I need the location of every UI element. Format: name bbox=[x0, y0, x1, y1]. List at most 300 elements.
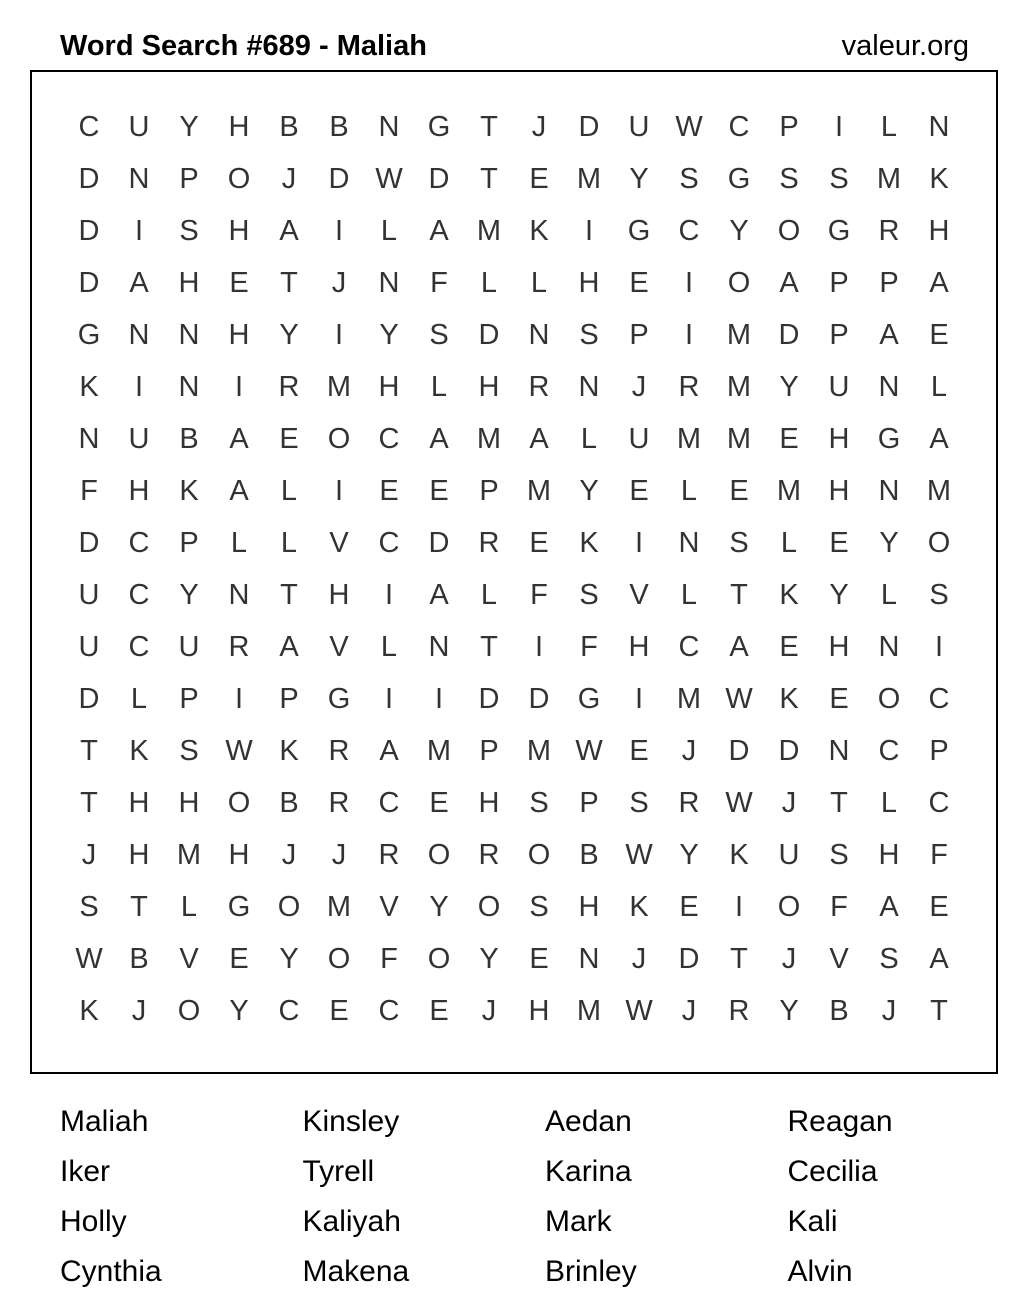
grid-letter: V bbox=[329, 630, 349, 663]
grid-letter: B bbox=[579, 838, 599, 871]
grid-letter: D bbox=[678, 942, 700, 975]
grid-letter: U bbox=[128, 422, 150, 455]
grid-letter: K bbox=[579, 526, 599, 559]
grid-letter: P bbox=[879, 266, 899, 299]
word-list-item: Alvin bbox=[787, 1255, 853, 1288]
grid-letter: M bbox=[526, 734, 552, 767]
grid-letter: A bbox=[429, 422, 449, 455]
grid-letter: W bbox=[725, 786, 753, 819]
grid-letter: A bbox=[929, 422, 949, 455]
grid-letter: W bbox=[375, 162, 403, 195]
grid-letter: R bbox=[678, 370, 700, 403]
grid-letter: I bbox=[534, 630, 544, 663]
grid-letter: F bbox=[80, 474, 98, 507]
grid-letter: L bbox=[480, 266, 498, 299]
grid-letter: C bbox=[278, 994, 300, 1027]
grid-letter: C bbox=[678, 630, 700, 663]
grid-letter: J bbox=[281, 838, 297, 871]
grid-letter: B bbox=[129, 942, 149, 975]
grid-letter: D bbox=[78, 214, 100, 247]
grid-letter: G bbox=[827, 214, 851, 247]
grid-letter: S bbox=[529, 890, 549, 923]
word-list-item: Cynthia bbox=[60, 1255, 162, 1288]
grid-letter: K bbox=[729, 838, 749, 871]
grid-letter: D bbox=[728, 734, 750, 767]
grid-letter: M bbox=[426, 734, 452, 767]
grid-letter: T bbox=[80, 734, 98, 767]
grid-letter: P bbox=[629, 318, 649, 351]
grid-letter: N bbox=[578, 370, 600, 403]
grid-letter: E bbox=[429, 786, 449, 819]
grid-letter: B bbox=[279, 786, 299, 819]
grid-letter: M bbox=[776, 474, 802, 507]
grid-letter: O bbox=[527, 838, 551, 871]
grid-letter: J bbox=[881, 994, 897, 1027]
grid-letter: T bbox=[480, 630, 498, 663]
word-list-item: Cecilia bbox=[787, 1155, 878, 1188]
grid-letter: P bbox=[929, 734, 949, 767]
grid-letter: U bbox=[178, 630, 200, 663]
grid-letter: N bbox=[678, 526, 700, 559]
grid-letter: I bbox=[234, 370, 244, 403]
grid-letter: N bbox=[228, 578, 250, 611]
grid-letter: C bbox=[78, 110, 100, 143]
grid-letter: N bbox=[828, 734, 850, 767]
grid-letter: M bbox=[726, 318, 752, 351]
grid-letter: M bbox=[926, 474, 952, 507]
grid-letter: E bbox=[279, 422, 299, 455]
word-list-item: Iker bbox=[60, 1155, 111, 1188]
grid-letter: R bbox=[228, 630, 250, 663]
grid-letter: U bbox=[778, 838, 800, 871]
grid-letter: I bbox=[684, 318, 694, 351]
grid-letter: E bbox=[529, 942, 549, 975]
grid-letter: T bbox=[730, 942, 748, 975]
grid-letter: O bbox=[277, 890, 301, 923]
grid-letter: G bbox=[77, 318, 101, 351]
grid-letter: D bbox=[778, 734, 800, 767]
grid-letter: S bbox=[729, 526, 749, 559]
grid-letter: M bbox=[326, 370, 352, 403]
grid-letter: M bbox=[526, 474, 552, 507]
grid-letter: L bbox=[180, 890, 198, 923]
grid-letter: D bbox=[428, 162, 450, 195]
grid-letter: M bbox=[876, 162, 902, 195]
grid-letter: N bbox=[378, 110, 400, 143]
grid-letter: W bbox=[75, 942, 103, 975]
grid-letter: B bbox=[279, 110, 299, 143]
grid-letter: I bbox=[934, 630, 944, 663]
grid-letter: L bbox=[880, 578, 898, 611]
grid-letter: H bbox=[228, 318, 250, 351]
grid-letter: J bbox=[331, 838, 347, 871]
grid-letter: A bbox=[779, 266, 799, 299]
grid-letter: F bbox=[430, 266, 448, 299]
grid-letter: O bbox=[177, 994, 201, 1027]
grid-letter: I bbox=[134, 370, 144, 403]
grid-letter: N bbox=[928, 110, 950, 143]
grid-letter: A bbox=[929, 266, 949, 299]
grid-letter: H bbox=[128, 838, 150, 871]
grid-letter: P bbox=[479, 474, 499, 507]
grid-letter: C bbox=[128, 526, 150, 559]
grid-letter: Y bbox=[829, 578, 849, 611]
grid-letter: H bbox=[128, 474, 150, 507]
grid-letter: R bbox=[728, 994, 750, 1027]
grid-letter: P bbox=[779, 110, 799, 143]
grid-letter: H bbox=[928, 214, 950, 247]
grid-letter: L bbox=[380, 214, 398, 247]
grid-letter: I bbox=[334, 474, 344, 507]
grid-letter: H bbox=[828, 474, 850, 507]
grid-letter: P bbox=[579, 786, 599, 819]
grid-letter: A bbox=[929, 942, 949, 975]
grid-letter: A bbox=[879, 318, 899, 351]
grid-letter: O bbox=[327, 422, 351, 455]
grid-letter: C bbox=[378, 422, 400, 455]
grid-letter: L bbox=[930, 370, 948, 403]
grid-letter: G bbox=[627, 214, 651, 247]
grid-letter: O bbox=[227, 786, 251, 819]
grid-letter: N bbox=[428, 630, 450, 663]
grid-letter: I bbox=[634, 682, 644, 715]
grid-letter: D bbox=[78, 162, 100, 195]
grid-letter: S bbox=[929, 578, 949, 611]
grid-letter: H bbox=[828, 630, 850, 663]
grid-letter: A bbox=[129, 266, 149, 299]
grid-letter: Y bbox=[379, 318, 399, 351]
grid-letter: L bbox=[480, 578, 498, 611]
grid-letter: M bbox=[676, 422, 702, 455]
grid-letter: K bbox=[79, 994, 99, 1027]
grid-letter: M bbox=[726, 422, 752, 455]
grid-letter: R bbox=[528, 370, 550, 403]
grid-letter: H bbox=[228, 838, 250, 871]
grid-letter: O bbox=[777, 890, 801, 923]
grid-letter: L bbox=[280, 474, 298, 507]
grid-letter: A bbox=[729, 630, 749, 663]
grid-letter: D bbox=[428, 526, 450, 559]
grid-letter: I bbox=[234, 682, 244, 715]
grid-letter: E bbox=[229, 266, 249, 299]
grid-letter: E bbox=[529, 162, 549, 195]
grid-letter: N bbox=[878, 370, 900, 403]
grid-letter: R bbox=[678, 786, 700, 819]
grid-letter: Y bbox=[779, 370, 799, 403]
grid-letter: B bbox=[179, 422, 199, 455]
grid-letter: C bbox=[378, 786, 400, 819]
grid-letter: N bbox=[178, 370, 200, 403]
grid-letter: A bbox=[879, 890, 899, 923]
word-list-item: Reagan bbox=[787, 1105, 893, 1138]
grid-letter: Y bbox=[179, 578, 199, 611]
grid-letter: L bbox=[880, 110, 898, 143]
grid-letter: U bbox=[628, 422, 650, 455]
grid-letter: T bbox=[280, 578, 298, 611]
grid-letter: T bbox=[280, 266, 298, 299]
grid-letter: Y bbox=[479, 942, 499, 975]
grid-letter: O bbox=[877, 682, 901, 715]
word-list-item: Makena bbox=[302, 1255, 410, 1288]
grid-letter: D bbox=[578, 110, 600, 143]
grid-letter: G bbox=[877, 422, 901, 455]
grid-letter: M bbox=[326, 890, 352, 923]
word-list-item: Aedan bbox=[545, 1105, 632, 1138]
grid-letter: L bbox=[230, 526, 248, 559]
grid-letter: R bbox=[378, 838, 400, 871]
grid-letter: U bbox=[828, 370, 850, 403]
letter-grid bbox=[64, 101, 964, 1037]
grid-letter: K bbox=[279, 734, 299, 767]
grid-letter: B bbox=[829, 994, 849, 1027]
word-list-item: Kinsley bbox=[302, 1105, 400, 1138]
grid-letter: C bbox=[728, 110, 750, 143]
grid-letter: O bbox=[327, 942, 351, 975]
grid-letter: L bbox=[530, 266, 548, 299]
grid-letter: N bbox=[578, 942, 600, 975]
grid-letter: R bbox=[478, 838, 500, 871]
grid-letter: E bbox=[679, 890, 699, 923]
grid-letter: N bbox=[178, 318, 200, 351]
grid-letter: J bbox=[531, 110, 547, 143]
grid-letter: I bbox=[584, 214, 594, 247]
grid-letter: M bbox=[726, 370, 752, 403]
grid-letter: L bbox=[580, 422, 598, 455]
grid-letter: C bbox=[128, 578, 150, 611]
grid-letter: O bbox=[777, 214, 801, 247]
grid-letter: L bbox=[680, 474, 698, 507]
grid-letter: D bbox=[328, 162, 350, 195]
grid-letter: J bbox=[781, 942, 797, 975]
grid-letter: O bbox=[227, 162, 251, 195]
grid-letter: V bbox=[829, 942, 849, 975]
grid-letter: E bbox=[929, 890, 949, 923]
grid-letter: H bbox=[128, 786, 150, 819]
grid-letter: W bbox=[575, 734, 603, 767]
puzzle-frame bbox=[30, 70, 998, 1074]
grid-letter: U bbox=[78, 630, 100, 663]
grid-letter: E bbox=[379, 474, 399, 507]
grid-letter: H bbox=[178, 266, 200, 299]
grid-letter: I bbox=[134, 214, 144, 247]
grid-letter: M bbox=[576, 994, 602, 1027]
grid-letter: E bbox=[929, 318, 949, 351]
grid-letter: J bbox=[681, 994, 697, 1027]
grid-letter: B bbox=[329, 110, 349, 143]
grid-letter: G bbox=[577, 682, 601, 715]
grid-letter: G bbox=[227, 890, 251, 923]
grid-letter: N bbox=[878, 474, 900, 507]
grid-letter: L bbox=[680, 578, 698, 611]
grid-letter: N bbox=[528, 318, 550, 351]
grid-letter: Y bbox=[279, 318, 299, 351]
grid-letter: M bbox=[476, 214, 502, 247]
grid-letter: O bbox=[427, 942, 451, 975]
grid-letter: C bbox=[928, 682, 950, 715]
grid-letter: R bbox=[328, 786, 350, 819]
grid-letter: C bbox=[378, 526, 400, 559]
grid-letter: V bbox=[629, 578, 649, 611]
grid-letter: E bbox=[329, 994, 349, 1027]
grid-letter: S bbox=[179, 734, 199, 767]
grid-letter: M bbox=[576, 162, 602, 195]
grid-letter: H bbox=[578, 890, 600, 923]
grid-letter: H bbox=[878, 838, 900, 871]
word-list-item: Maliah bbox=[60, 1105, 149, 1138]
grid-letter: H bbox=[228, 110, 250, 143]
word-list-item: Holly bbox=[60, 1205, 127, 1238]
grid-letter: J bbox=[681, 734, 697, 767]
word-list-item: Kaliyah bbox=[302, 1205, 401, 1238]
grid-letter: M bbox=[476, 422, 502, 455]
grid-letter: N bbox=[378, 266, 400, 299]
grid-letter: H bbox=[378, 370, 400, 403]
grid-letter: E bbox=[779, 422, 799, 455]
grid-letter: N bbox=[128, 318, 150, 351]
grid-letter: V bbox=[379, 890, 399, 923]
grid-letter: P bbox=[829, 266, 849, 299]
grid-letter: J bbox=[631, 942, 647, 975]
grid-letter: O bbox=[477, 890, 501, 923]
grid-letter: A bbox=[229, 474, 249, 507]
grid-letter: E bbox=[629, 734, 649, 767]
grid-letter: S bbox=[179, 214, 199, 247]
grid-letter: J bbox=[281, 162, 297, 195]
grid-letter: L bbox=[380, 630, 398, 663]
grid-letter: H bbox=[478, 786, 500, 819]
grid-letter: G bbox=[427, 110, 451, 143]
grid-letter: D bbox=[78, 526, 100, 559]
grid-letter: L bbox=[130, 682, 148, 715]
grid-letter: F bbox=[580, 630, 598, 663]
grid-letter: D bbox=[778, 318, 800, 351]
word-list-item: Karina bbox=[545, 1155, 632, 1188]
grid-letter: I bbox=[734, 890, 744, 923]
grid-letter: O bbox=[427, 838, 451, 871]
grid-letter: G bbox=[727, 162, 751, 195]
grid-letter: O bbox=[927, 526, 951, 559]
grid-letter: Y bbox=[279, 942, 299, 975]
grid-letter: A bbox=[379, 734, 399, 767]
grid-letter: T bbox=[480, 110, 498, 143]
grid-letter: K bbox=[629, 890, 649, 923]
grid-letter: L bbox=[780, 526, 798, 559]
grid-letter: M bbox=[176, 838, 202, 871]
word-list-item: Tyrell bbox=[302, 1155, 375, 1188]
grid-letter: Y bbox=[629, 162, 649, 195]
grid-letter: W bbox=[625, 838, 653, 871]
grid-letter: U bbox=[78, 578, 100, 611]
grid-letter: T bbox=[80, 786, 98, 819]
grid-letter: D bbox=[78, 266, 100, 299]
grid-letter: E bbox=[429, 994, 449, 1027]
grid-letter: Y bbox=[729, 214, 749, 247]
grid-letter: C bbox=[378, 994, 400, 1027]
grid-letter: Y bbox=[429, 890, 449, 923]
grid-letter: Y bbox=[179, 110, 199, 143]
grid-letter: K bbox=[779, 578, 799, 611]
grid-letter: H bbox=[328, 578, 350, 611]
grid-letter: K bbox=[929, 162, 949, 195]
grid-letter: H bbox=[228, 214, 250, 247]
grid-letter: J bbox=[331, 266, 347, 299]
grid-letter: I bbox=[434, 682, 444, 715]
grid-letter: H bbox=[628, 630, 650, 663]
grid-letter: A bbox=[229, 422, 249, 455]
grid-letter: C bbox=[678, 214, 700, 247]
grid-letter: R bbox=[278, 370, 300, 403]
grid-letter: R bbox=[478, 526, 500, 559]
grid-letter: V bbox=[179, 942, 199, 975]
grid-letter: C bbox=[878, 734, 900, 767]
grid-letter: A bbox=[529, 422, 549, 455]
grid-letter: Y bbox=[579, 474, 599, 507]
grid-letter: S bbox=[679, 162, 699, 195]
grid-letter: W bbox=[625, 994, 653, 1027]
grid-letter: I bbox=[834, 110, 844, 143]
grid-letter: G bbox=[327, 682, 351, 715]
grid-letter: E bbox=[729, 474, 749, 507]
grid-letter: E bbox=[629, 474, 649, 507]
grid-letter: H bbox=[828, 422, 850, 455]
grid-letter: T bbox=[830, 786, 848, 819]
grid-letter: I bbox=[384, 578, 394, 611]
grid-letter: T bbox=[130, 890, 148, 923]
grid-letter: Y bbox=[879, 526, 899, 559]
grid-letter: W bbox=[675, 110, 703, 143]
grid-letter: P bbox=[829, 318, 849, 351]
grid-letter: E bbox=[229, 942, 249, 975]
grid-letter: S bbox=[779, 162, 799, 195]
grid-letter: H bbox=[178, 786, 200, 819]
word-list-item: Brinley bbox=[545, 1255, 637, 1288]
grid-letter: S bbox=[579, 578, 599, 611]
word-list-item: Mark bbox=[545, 1205, 612, 1238]
grid-letter: C bbox=[128, 630, 150, 663]
grid-letter: S bbox=[579, 318, 599, 351]
grid-letter: T bbox=[480, 162, 498, 195]
grid-letter: H bbox=[578, 266, 600, 299]
grid-letter: J bbox=[781, 786, 797, 819]
grid-letter: E bbox=[529, 526, 549, 559]
grid-letter: K bbox=[79, 370, 99, 403]
grid-letter: U bbox=[128, 110, 150, 143]
grid-letter: Y bbox=[779, 994, 799, 1027]
grid-letter: V bbox=[329, 526, 349, 559]
grid-letter: N bbox=[878, 630, 900, 663]
grid-letter: E bbox=[829, 526, 849, 559]
grid-letter: J bbox=[131, 994, 147, 1027]
grid-letter: F bbox=[380, 942, 398, 975]
grid-letter: D bbox=[478, 682, 500, 715]
grid-letter: C bbox=[928, 786, 950, 819]
grid-letter: S bbox=[429, 318, 449, 351]
grid-letter: A bbox=[279, 630, 299, 663]
word-list bbox=[60, 1097, 1030, 1297]
grid-letter: R bbox=[328, 734, 350, 767]
grid-letter: D bbox=[478, 318, 500, 351]
grid-letter: S bbox=[529, 786, 549, 819]
grid-letter: K bbox=[779, 682, 799, 715]
grid-letter: A bbox=[429, 578, 449, 611]
grid-letter: J bbox=[481, 994, 497, 1027]
grid-letter: H bbox=[478, 370, 500, 403]
grid-letter: D bbox=[78, 682, 100, 715]
grid-letter: D bbox=[528, 682, 550, 715]
grid-letter: J bbox=[81, 838, 97, 871]
grid-letter: P bbox=[479, 734, 499, 767]
grid-letter: W bbox=[725, 682, 753, 715]
